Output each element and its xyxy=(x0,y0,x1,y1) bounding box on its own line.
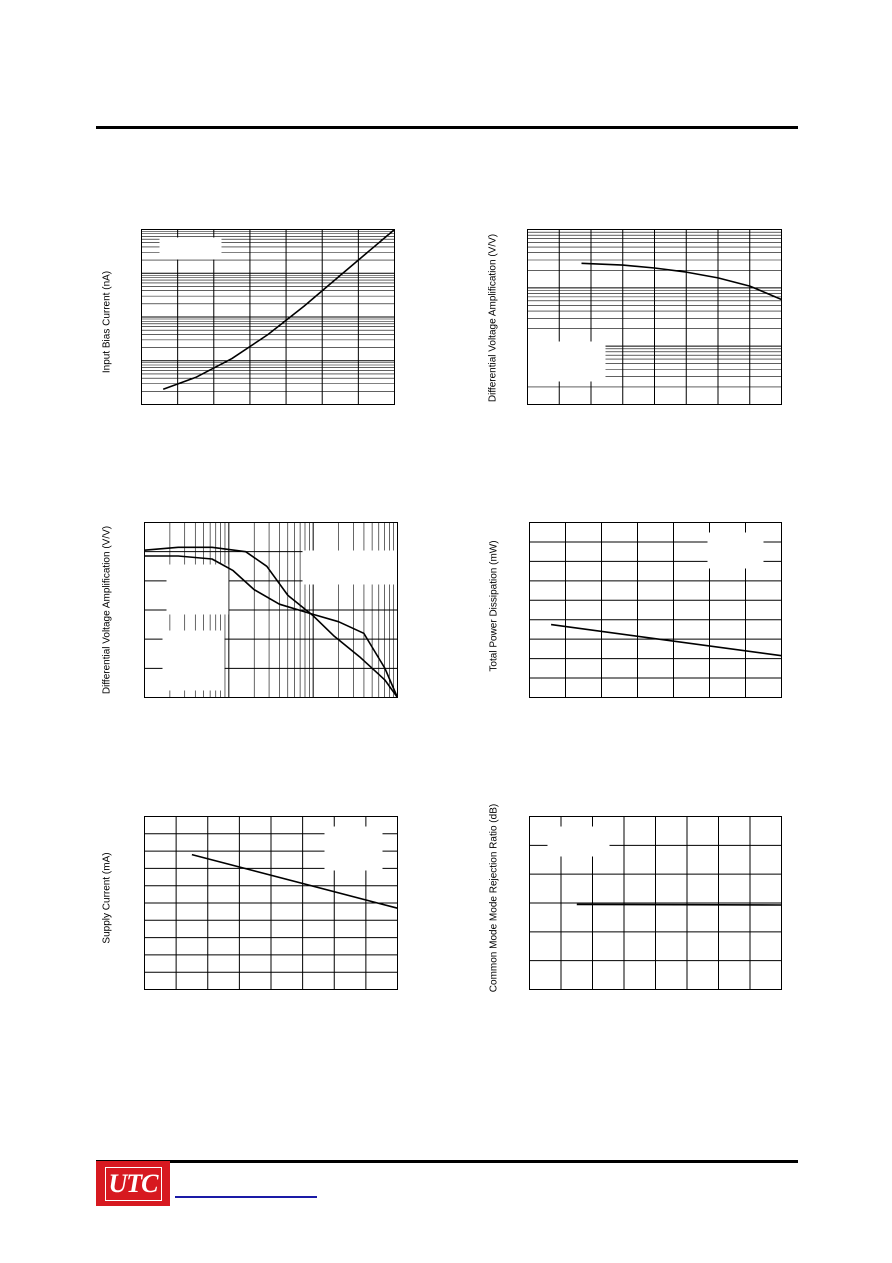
series-line-1 xyxy=(551,625,781,656)
chart-diff-voltage-amplification-2 xyxy=(144,522,398,698)
utc-logo xyxy=(96,1161,170,1206)
chart-supply-current xyxy=(144,816,398,990)
legend-box xyxy=(548,827,610,857)
footer-link-underline[interactable] xyxy=(175,1196,317,1198)
utc-logo-text: UTC xyxy=(105,1167,162,1201)
footer-rule xyxy=(96,1160,798,1163)
ylabel-total-power-dissipation: Total Power Dissipation (mW) xyxy=(488,540,500,672)
header-rule xyxy=(96,126,798,129)
chart-common-mode-rejection-ratio xyxy=(529,816,782,990)
legend-box xyxy=(303,551,398,585)
ylabel-diff-voltage-amplification-1: Differential Voltage Amplification (V/V) xyxy=(487,233,499,403)
legend-box xyxy=(325,827,383,871)
ylabel-supply-current: Supply Current (mA) xyxy=(101,852,113,944)
legend-box xyxy=(167,565,229,615)
ylabel-diff-voltage-amplification-2: Differential Voltage Amplification (V/V) xyxy=(101,525,113,695)
ylabel-common-mode-rejection-ratio: Common Mode Mode Rejection Ratio (dB) xyxy=(488,803,500,993)
legend-box xyxy=(708,533,764,569)
legend-box xyxy=(160,238,222,260)
legend-box xyxy=(163,631,225,691)
series-line-1 xyxy=(582,263,782,299)
chart-input-bias-current xyxy=(141,229,395,405)
ylabel-input-bias-current: Input Bias Current (nA) xyxy=(101,270,113,374)
chart-diff-voltage-amplification-1 xyxy=(527,229,782,405)
series-line-1 xyxy=(577,904,782,905)
chart-total-power-dissipation xyxy=(529,522,782,698)
legend-box xyxy=(528,342,606,382)
